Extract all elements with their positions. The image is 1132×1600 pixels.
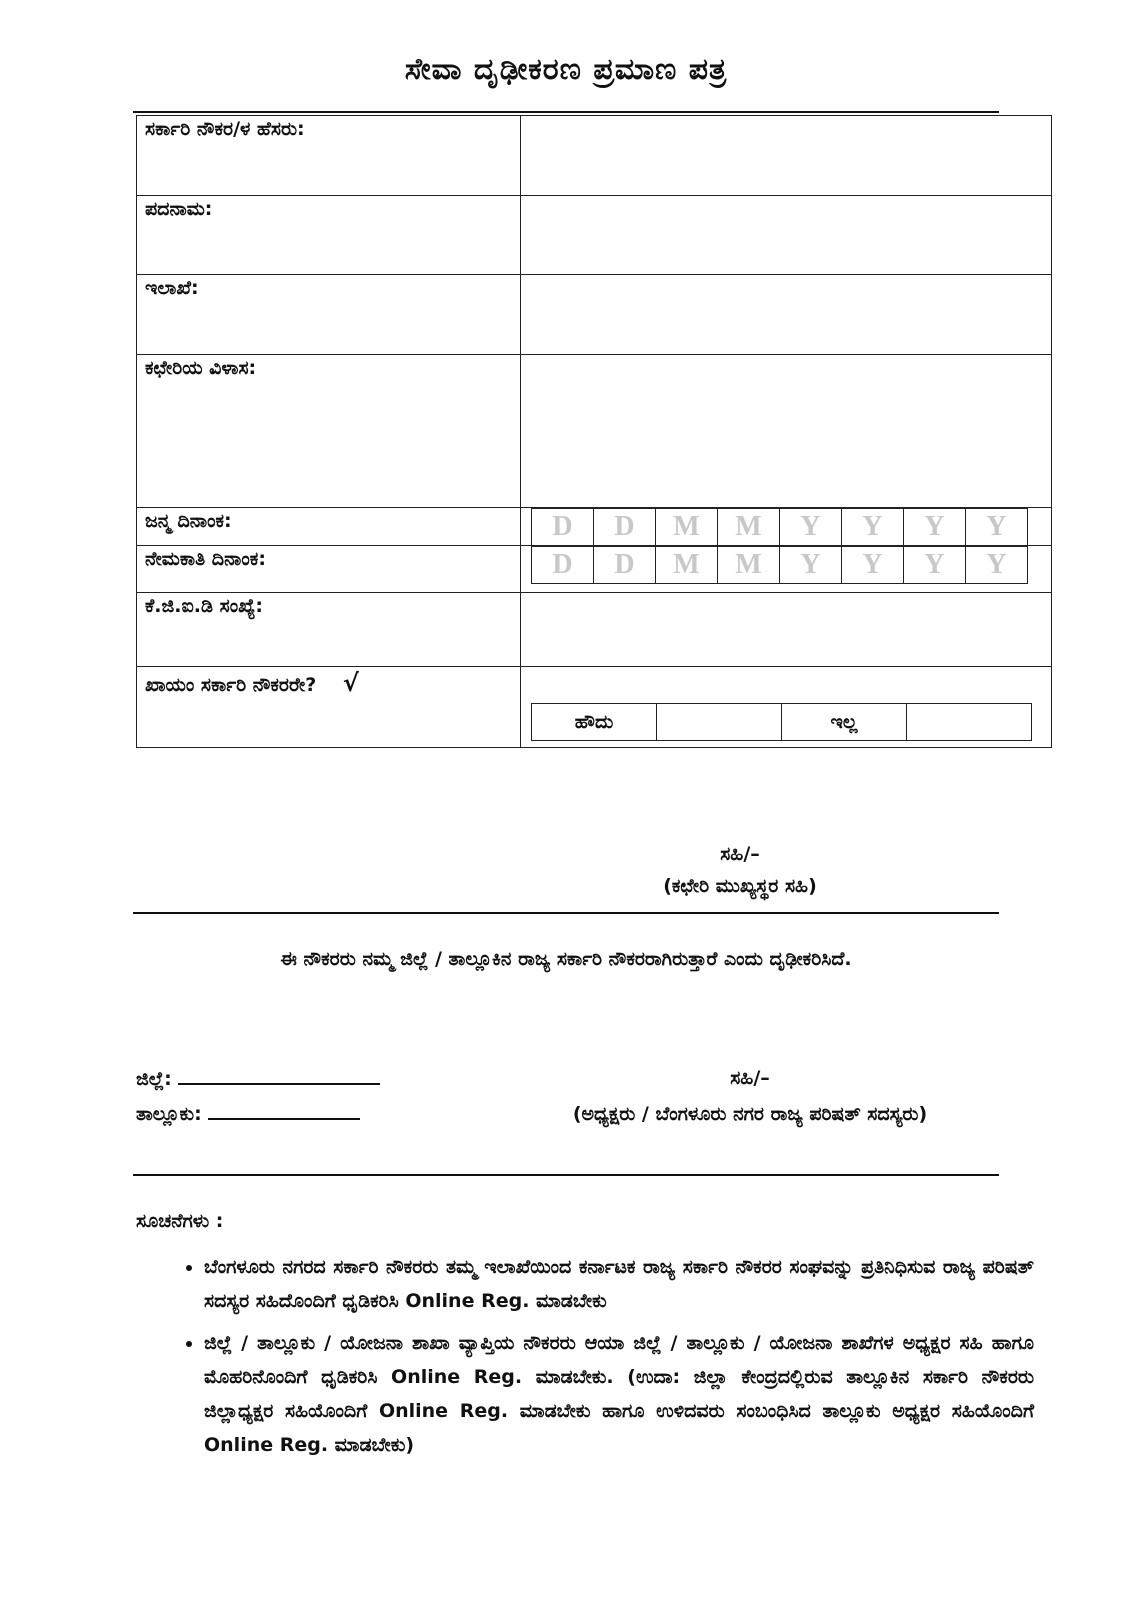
dob-year-box[interactable]: Y — [903, 509, 965, 545]
appointment-day-box[interactable]: D — [593, 547, 655, 583]
name-label: ಸರ್ಕಾರಿ ನೌಕರ/ಳ ಹೆಸರು: — [137, 116, 521, 196]
office-address-field[interactable] — [521, 355, 1052, 508]
dob-month-box[interactable]: M — [655, 509, 717, 545]
form-row-appointment — [137, 546, 1052, 593]
president-role: (ಅಧ್ಯಕ್ಷರು / ಬೆಂಗಳೂರು ನಗರ ರಾಜ್ಯ ಪರಿಷತ್ ಸದಸ್ಯರು) — [572, 1103, 928, 1125]
appointment-label: ನೇಮಕಾತಿ ದಿನಾಂಕ: — [137, 546, 521, 593]
president-sign: ಸಹಿ/– — [730, 1067, 770, 1089]
title-divider — [133, 111, 999, 113]
name-field[interactable] — [521, 116, 1052, 196]
district-label: ಜಿಲ್ಲೆ: — [136, 1068, 172, 1090]
form-row-designation — [137, 196, 1052, 275]
yes-label: ಹೌದು — [574, 711, 614, 733]
service-form-table — [136, 115, 1052, 748]
section-divider — [133, 912, 999, 914]
note-item: • ಜಿಲ್ಲೆ / ತಾಲ್ಲೂಕು / ಯೋಜನಾ ಶಾಖಾ ವ್ಯಾಪ್ತಿಯ ನೌಕರರು ಆಯಾ ಜಿಲ್ಲೆ / ತಾಲ್ಲೂಕು / ಯೋಜನಾ ಶಾಖೆಗಳ ಅಧ್ಯಕ್ಷರ ಸಹಿ ಹಾಗೂ ಮೊಹರಿನೊಂದಿಗೆ ಧೃಡಿಕರಿಸಿ Online Reg. ಮಾಡಬೇಕು. (ಉದಾ: ಜಿಲ್ಲಾ ಕೇಂದ್ರದಲ್ಲಿರುವ ತಾಲ್ಲೂಕಿನ ಸರ್ಕಾರಿ ನೌಕರರು ಜಿಲ್ಲಾಧ್ಯಕ್ಷರ ಸಹಿಯೊಂದಿಗೆ Online Reg. ಮಾಡಬೇಕು ಹಾಗೂ ಉಳಿದವರು ಸಂಬಂಧಿಸಿದ ತಾಲ್ಲೂಕು ಅಧ್ಯಕ್ಷರ ಸಹಿಯೊಂದಿಗೆ Online Reg. ಮಾಡಬೇಕು) — [204, 1326, 1034, 1462]
form-row-dob — [137, 508, 1052, 546]
department-field[interactable] — [521, 275, 1052, 355]
appointment-year-box[interactable]: Y — [779, 547, 841, 583]
dob-year-box[interactable]: Y — [965, 509, 1027, 545]
kgid-label: ಕೆ.ಜಿ.ಐ.ಡಿ ಸಂಖ್ಯೆ: — [137, 593, 521, 667]
president-signature-block — [500, 1060, 1000, 1132]
dob-day-box[interactable]: D — [593, 509, 655, 545]
permanent-choice-boxes — [531, 703, 1032, 741]
dob-year-box[interactable]: Y — [841, 509, 903, 545]
district-line — [136, 1063, 380, 1090]
appointment-month-box[interactable]: M — [717, 547, 779, 583]
form-row-name — [137, 116, 1052, 196]
office-head-role: (ಕಛೇರಿ ಮುಖ್ಯಸ್ಥರ ಸಹಿ) — [663, 875, 817, 897]
permanent-label: ಖಾಯಂ ಸರ್ಕಾರಿ ನೌಕರರೇ? — [145, 674, 317, 696]
district-blank[interactable] — [178, 1063, 380, 1085]
appointment-date-boxes — [531, 546, 1028, 584]
designation-field[interactable] — [521, 196, 1052, 275]
dob-day-box[interactable]: D — [552, 511, 573, 542]
note-item: • ಬೆಂಗಳೂರು ನಗರದ ಸರ್ಕಾರಿ ನೌಕರರು ತಮ್ಮ ಇಲಾಖೆಯಿಂದ ಕರ್ನಾಟಕ ರಾಜ್ಯ ಸರ್ಕಾರಿ ನೌಕರರ ಸಂಘವನ್ನು ಪ್ರತಿನಿಧಿಸುವ ರಾಜ್ಯ ಪರಿಷತ್ ಸದಸ್ಯರ ಸಹಿದೊಂದಿಗೆ ಧೃಡಿಕರಿಸಿ Online Reg. ಮಾಡಬೇಕು — [204, 1250, 1034, 1318]
taluk-label: ತಾಲ್ಲೂಕು: — [136, 1103, 202, 1125]
appointment-month-box[interactable]: M — [655, 547, 717, 583]
form-row-department — [137, 275, 1052, 355]
appointment-year-box[interactable]: Y — [903, 547, 965, 583]
appointment-day-box[interactable]: D — [552, 549, 573, 580]
no-label: ಇಲ್ಲ — [781, 704, 906, 740]
certification-text: ಈ ನೌಕರರು ನಮ್ಮ ಜಿಲ್ಲೆ / ತಾಲ್ಲೂಕಿನ ರಾಜ್ಯ ಸರ್ಕಾರಿ ನೌಕರರಾಗಿರುತ್ತಾರೆ ಎಂದು ದೃಢೀಕರಿಸಿದೆ. — [280, 948, 852, 970]
office-head-signature-block — [620, 838, 860, 902]
notes-list — [168, 1250, 1034, 1470]
office-head-sign: ಸಹಿ/– — [720, 843, 760, 865]
no-checkbox[interactable] — [906, 704, 1031, 740]
section-divider — [133, 1174, 999, 1176]
taluk-blank[interactable] — [208, 1098, 360, 1120]
taluk-line — [136, 1098, 360, 1125]
form-row-kgid — [137, 593, 1052, 667]
page-title: ಸೇವಾ ದೃಢೀಕರಣ ಪ್ರಮಾಣ ಪತ್ರ — [404, 52, 728, 87]
dob-year-box[interactable]: Y — [779, 509, 841, 545]
appointment-year-box[interactable]: Y — [965, 547, 1027, 583]
office-address-label: ಕಛೇರಿಯ ವಿಳಾಸ: — [137, 355, 521, 508]
form-row-office-address — [137, 355, 1052, 508]
yes-checkbox[interactable] — [656, 704, 781, 740]
dob-label: ಜನ್ಮ ದಿನಾಂಕ: — [137, 508, 521, 546]
designation-label: ಪದನಾಮ: — [137, 196, 521, 275]
dob-month-box[interactable]: M — [717, 509, 779, 545]
kgid-field[interactable] — [521, 593, 1052, 667]
form-row-permanent — [137, 667, 1052, 748]
dob-date-boxes — [531, 508, 1028, 546]
appointment-year-box[interactable]: Y — [841, 547, 903, 583]
department-label: ಇಲಾಖೆ: — [137, 275, 521, 355]
check-mark-icon: √ — [342, 669, 359, 697]
notes-heading: ಸೂಚನೆಗಳು : — [136, 1210, 224, 1232]
